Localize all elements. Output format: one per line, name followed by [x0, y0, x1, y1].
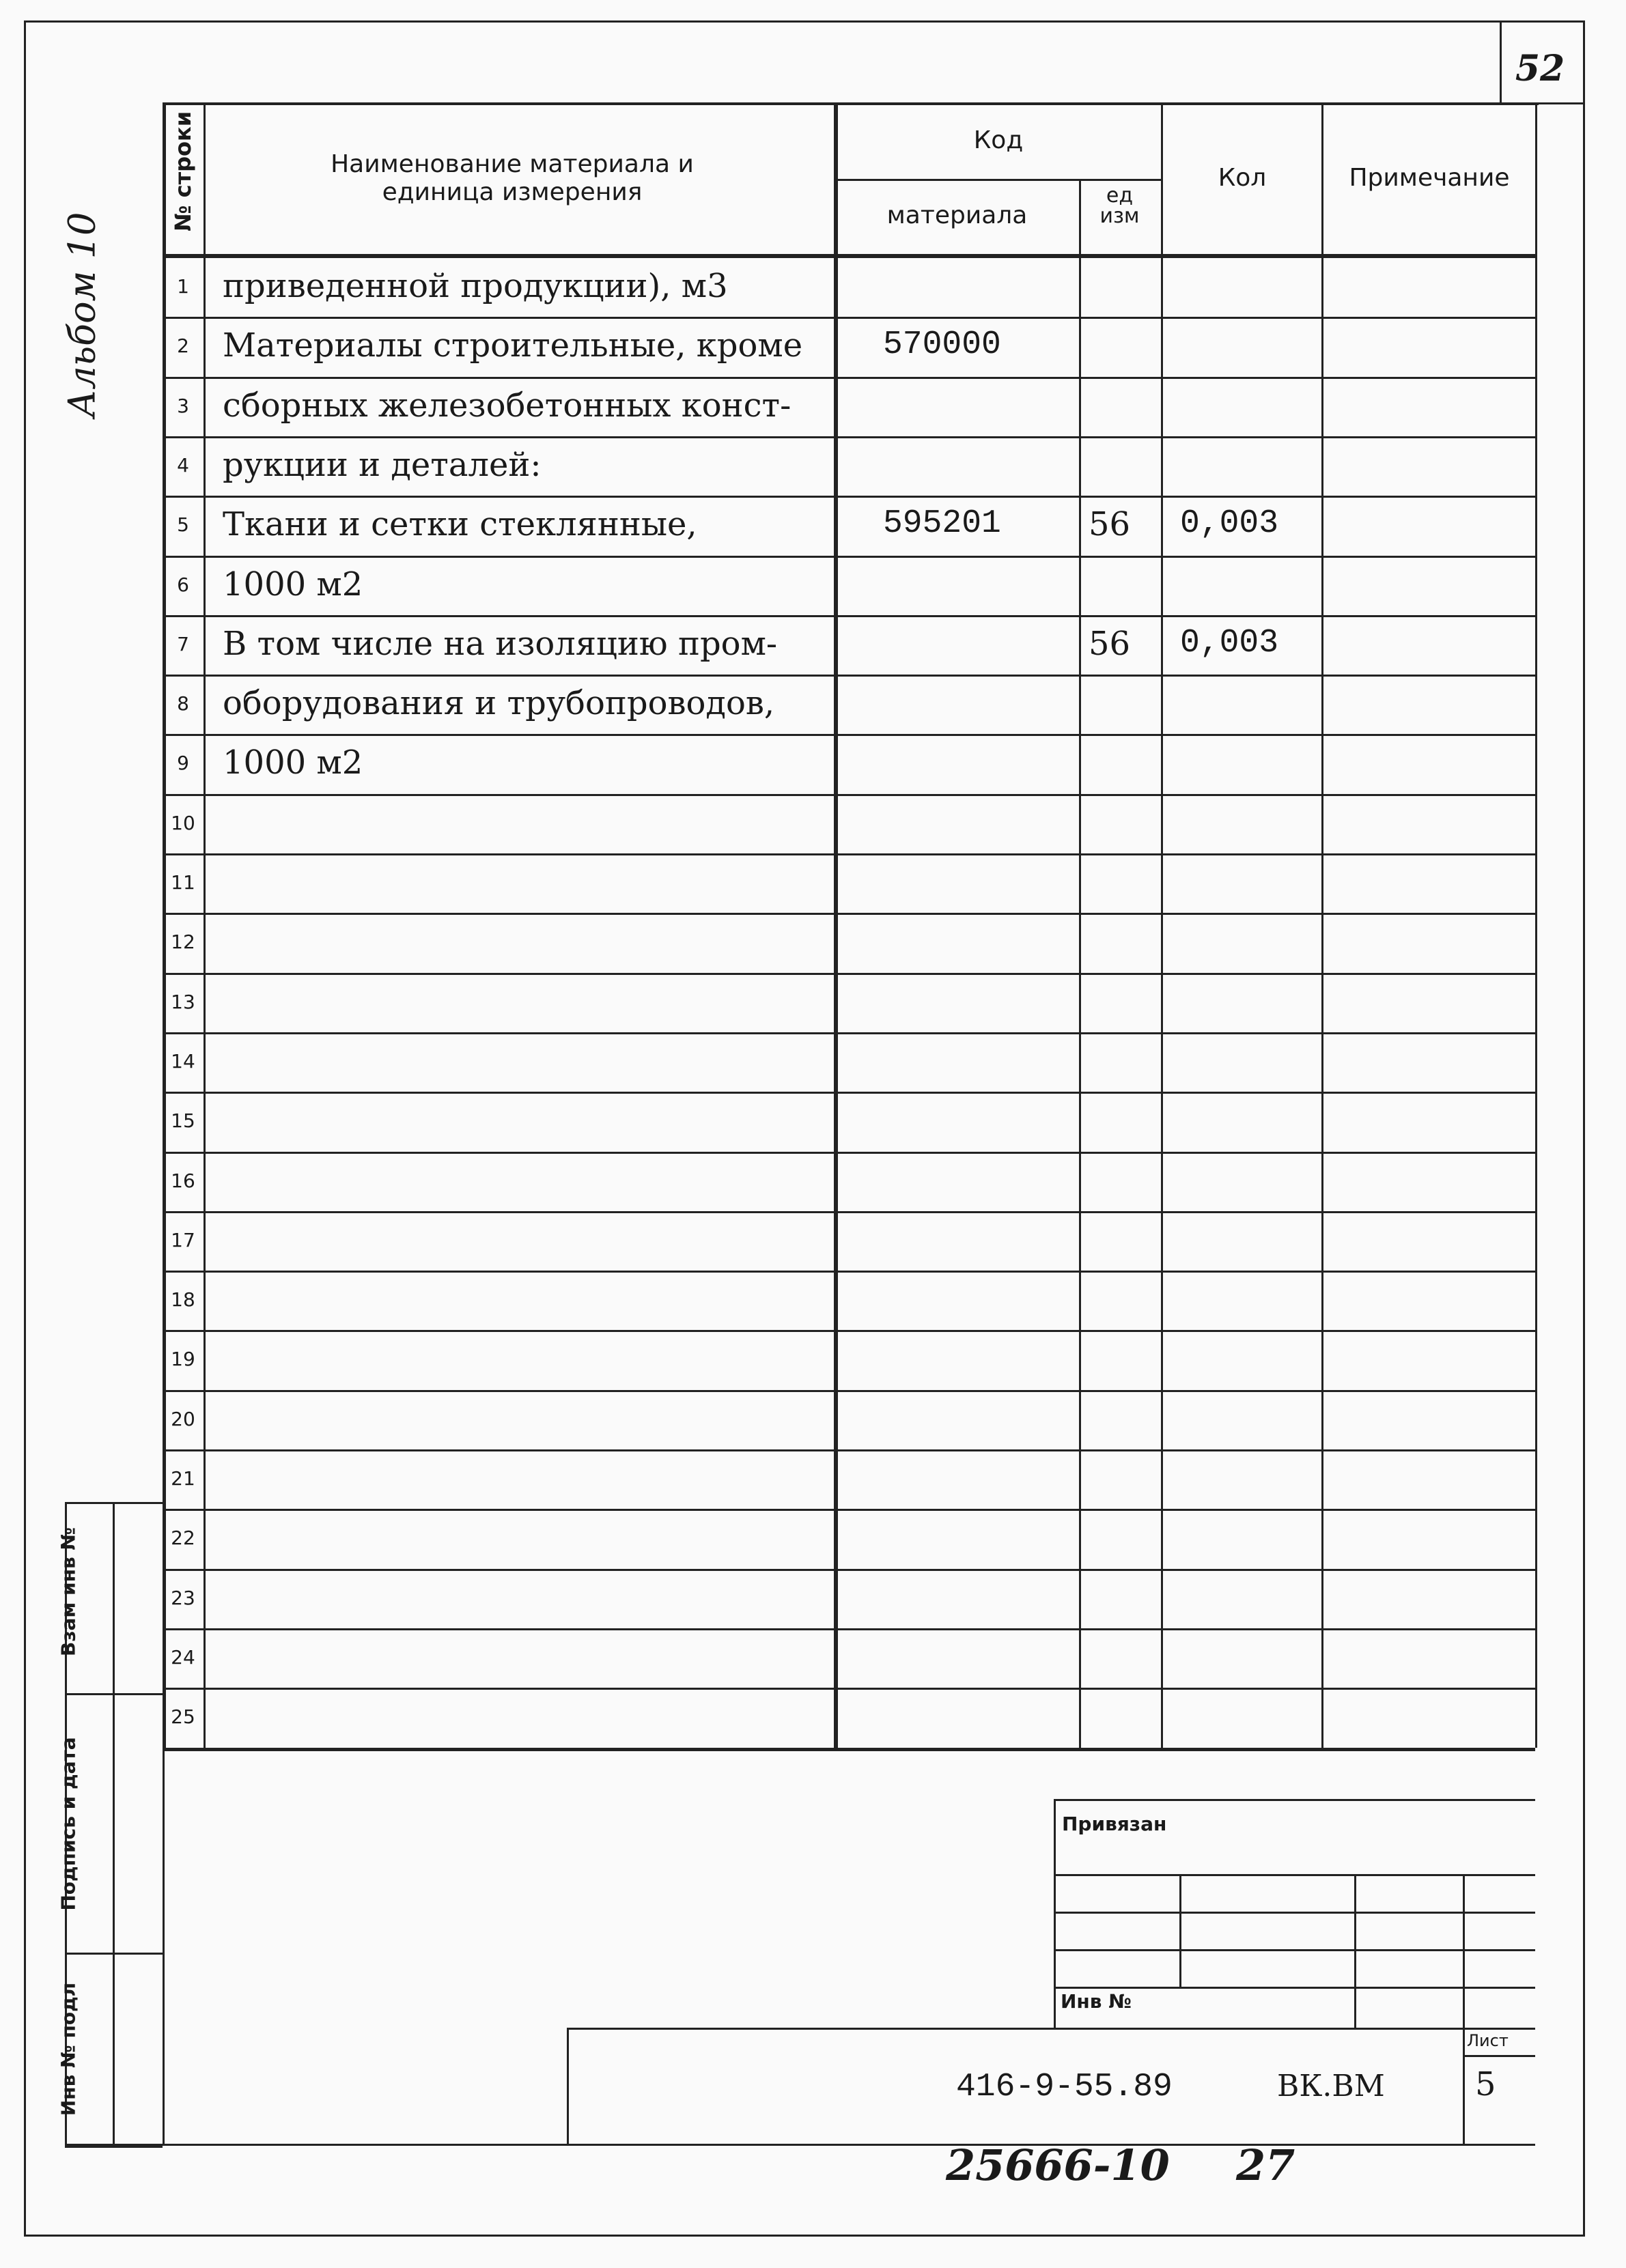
row-name: Материалы строительные, кроме [223, 326, 803, 365]
row-name: оборудования и трубопроводов, [223, 684, 775, 722]
table-row [163, 853, 1535, 913]
side-stamp-inv [57, 1968, 80, 2131]
header-unit [1080, 186, 1159, 227]
row-code: 595201 [883, 505, 1001, 542]
table-row [163, 496, 1535, 555]
table-row [163, 1211, 1535, 1271]
row-unit: 56 [1089, 625, 1131, 663]
row-number: 25 [171, 1705, 195, 1728]
titleblock-left [567, 2028, 569, 2144]
row-number: 1 [177, 275, 189, 298]
sheet-label-line [1463, 2055, 1535, 2057]
row-number: 17 [171, 1229, 195, 1251]
row-code: 570000 [883, 326, 1001, 363]
table-row [163, 436, 1535, 496]
row-qty: 0,003 [1180, 505, 1279, 542]
row-number: 5 [177, 513, 189, 536]
privyazan-col1 [1179, 1874, 1181, 1987]
row-name: рукции и деталей: [223, 446, 542, 484]
row-name: сборных железобетонных конст- [223, 386, 791, 425]
table-row [163, 1628, 1535, 1688]
header-row-no: № строки [170, 111, 196, 231]
side-stamp-vzam: Взам инв № [57, 1527, 80, 1657]
table-row [163, 1509, 1535, 1568]
privyazan-top [1054, 1799, 1535, 1801]
row-number: 9 [177, 752, 189, 774]
row-number: 23 [171, 1587, 195, 1609]
table-row [163, 377, 1535, 436]
inv-no-label: Инв № [1061, 1990, 1132, 2013]
titleblock-top [567, 2028, 1535, 2030]
row-number: 7 [177, 633, 189, 655]
row-number: 8 [177, 692, 189, 715]
row-number: 6 [177, 573, 189, 596]
header-unit-line2: изм [1099, 204, 1140, 228]
header-code: Код [973, 126, 1024, 154]
table-row [163, 615, 1535, 675]
sheet-label: Лист [1467, 2031, 1509, 2050]
header-material: материала [886, 201, 1028, 229]
header-unit-line1: ед [1106, 184, 1134, 208]
doc-suffix: ВК.ВМ [1277, 2069, 1385, 2103]
side-stamp-divider [113, 1502, 115, 2144]
row-number: 16 [171, 1170, 195, 1192]
table-bottom-line [163, 1748, 1535, 1751]
page-number-box-left [1500, 20, 1502, 102]
table-row [163, 1092, 1535, 1151]
album-label: Альбом 10 [60, 212, 104, 418]
row-number: 18 [171, 1288, 195, 1311]
row-name: Ткани и сетки стеклянные, [223, 505, 697, 543]
table-row [163, 1032, 1535, 1092]
row-number: 11 [171, 871, 195, 894]
row-number: 20 [171, 1408, 195, 1430]
page-number: 52 [1515, 48, 1565, 89]
code-subheader-line [836, 179, 1161, 181]
table-row [163, 1449, 1535, 1509]
table-row [163, 317, 1535, 376]
privyazan-label: Привязан [1062, 1813, 1167, 1835]
header-name-line2: единица измерения [382, 178, 643, 206]
row-number: 3 [177, 395, 189, 417]
row-number: 19 [171, 1348, 195, 1370]
header-note: Примечание [1349, 164, 1510, 192]
table-row [163, 1271, 1535, 1330]
table-row [163, 794, 1535, 853]
lower-bottom-line [65, 2144, 1535, 2146]
row-name: 1000 м2 [223, 565, 363, 604]
header-qty: Кол [1218, 164, 1267, 192]
table-row [163, 1152, 1535, 1211]
row-number: 22 [171, 1527, 195, 1549]
bottom-stamp: 25666-10 [946, 2140, 1170, 2190]
table-row [163, 1688, 1535, 1747]
table-row [163, 973, 1535, 1032]
side-stamp-inv-prefix: Инв [57, 2074, 80, 2116]
table-row [163, 556, 1535, 615]
row-qty: 0,003 [1180, 625, 1279, 662]
row-name: В том числе на изоляцию пром- [223, 625, 778, 663]
row-number: 15 [171, 1109, 195, 1132]
table-row [163, 675, 1535, 734]
table-row [163, 257, 1535, 317]
side-stamp-sep2 [65, 1953, 163, 1955]
row-number: 4 [177, 454, 189, 477]
row-name: приведенной продукции), м3 [223, 267, 728, 305]
privyazan-col3 [1463, 1874, 1465, 2144]
table-row [163, 1330, 1535, 1389]
lower-left-line [163, 1748, 165, 2144]
row-number: 14 [171, 1050, 195, 1073]
row-unit: 56 [1089, 505, 1131, 543]
table-row [163, 1390, 1535, 1449]
row-number: 24 [171, 1646, 195, 1669]
table-row [163, 913, 1535, 972]
row-number: 21 [171, 1467, 195, 1490]
table-row [163, 734, 1535, 793]
col-line-right [1535, 102, 1537, 1748]
table-row [163, 1569, 1535, 1628]
sheet-number: 5 [1475, 2065, 1496, 2103]
privyazan-col2 [1354, 1874, 1356, 2028]
row-number: 13 [171, 991, 195, 1013]
header-name-line1: Наименование материала и [331, 150, 694, 178]
side-stamp-sep1 [65, 1693, 163, 1695]
side-stamp-sign: Подпись и дата [57, 1737, 80, 1911]
header-name [205, 150, 819, 206]
bottom-stamp-page: 27 [1236, 2140, 1295, 2190]
row-number: 2 [177, 335, 189, 357]
side-stamp-inv-no: № подл [57, 1982, 80, 2068]
doc-code: 416-9-55.89 [956, 2069, 1173, 2106]
row-name: 1000 м2 [223, 743, 363, 782]
row-number: 10 [171, 812, 195, 834]
row-number: 12 [171, 931, 195, 953]
